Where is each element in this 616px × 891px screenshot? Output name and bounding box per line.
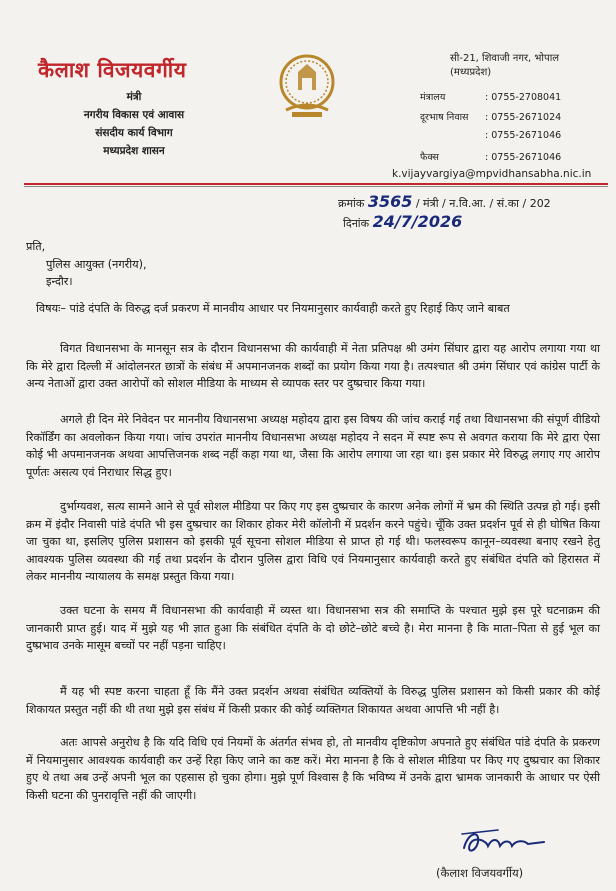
reference-prefix: क्रमांक xyxy=(338,197,365,210)
contact-number: : 0755-2708041 xyxy=(485,92,562,103)
body-paragraph-1 xyxy=(26,340,600,393)
reference-number xyxy=(338,192,551,211)
body-paragraph-3 xyxy=(26,498,600,586)
recipient-line-2: पुलिस आयुक्त (नगरीय), xyxy=(46,257,147,271)
handwritten-signature xyxy=(458,822,550,862)
contact-number: : 0755-2671046 xyxy=(485,152,562,163)
recipient-block xyxy=(26,238,600,291)
signatory-name: (कैलाश विजयवर्गीय) xyxy=(436,866,524,880)
letterhead-divider xyxy=(24,183,608,185)
paragraph-text: उक्त घटना के समय मैं विधानसभा की कार्यवाही में व्यस्त था। विधानसभा सत्र की समाप्ति के पश्चात मुझे इस पूरे घटनाक्रम की जानकारी प्राप्त हुई। याद में मुझे यह भी ज्ञात हुआ कि संबंधित दंपति के दो छोटे–छोटे बच्चे है। मेरा मानना है कि माता–पिता से हुई भूल का दुष्प्रभाव उनके मासूम बच्चों पर नहीं पड़ना चाहिए। xyxy=(26,604,600,653)
post-line-4: मध्यप्रदेश शासन xyxy=(103,145,165,157)
contact-row xyxy=(420,110,561,123)
body-paragraph-4 xyxy=(26,602,600,655)
date-handwritten: 24/7/2026 xyxy=(372,212,463,231)
office-address xyxy=(450,52,559,80)
contact-row xyxy=(420,130,561,141)
letter-date xyxy=(343,212,462,231)
body-paragraph-6 xyxy=(26,734,600,804)
reference-handwritten-number: 3565 xyxy=(367,192,413,211)
paragraph-text: अगले ही दिन मेरे निवेदन पर माननीय विधानसभा अध्यक्ष महोदय द्वारा इस विषय की जांच कराई गई तथा विधानसभा की संपूर्ण वीडियो रिकॉर्डिंग का अवलोकन किया गया। जांच उपरांत माननीय विधानसभा अध्यक्ष महोदय ने सदन में स्पष्ट रूप से अवगत कराया कि मेरे द्वारा ऐसा कोई भी अपमानजनक अथवा आपत्तिजनक शब्द नहीं कहा गया था, जैसा कि आरोप लगाया जा रहा था। इस प्रकार मेरे विरुद्ध लगाए गए आरोप पूर्णतः असत्य एवं निराधार सिद्ध हुए। xyxy=(26,413,600,479)
contact-row xyxy=(420,90,561,103)
contact-number: : 0755-2671024 xyxy=(485,112,562,123)
reference-suffix: / मंत्री / न.वि.आ. / सं.का / 202 xyxy=(415,197,551,210)
post-line-1: मंत्री xyxy=(126,91,142,103)
contact-label: दूरभाष निवास xyxy=(420,112,469,123)
state-emblem-icon xyxy=(278,50,336,130)
subject-label: विषयः– xyxy=(36,302,66,315)
post-line-2: नगरीय विकास एवं आवास xyxy=(83,109,185,121)
date-label: दिनांक xyxy=(343,217,370,230)
contact-number: : 0755-2671046 xyxy=(485,130,562,141)
body-paragraph-5 xyxy=(26,683,600,718)
post-line-3: संसदीय कार्य विभाग xyxy=(95,127,173,139)
paragraph-text: दुर्भाग्यवश, सत्य सामने आने से पूर्व सोशल मीडिया पर किए गए इस दुष्प्रचार के कारण अनेक लोगों में भ्रम की स्थिति उत्पन्न हो गई। इसी क्रम में इंदौर निवासी पांडे दंपति भी इस दुष्प्रचार का शिकार होकर मेरी कॉलोनी में प्रदर्शन करने पहुंचे। चूँकि उक्त प्रदर्शन पूर्व से ही घोषित किया जा चुका था, इसलिए पुलिस प्रशासन को इसकी पूर्व सूचना सोशल मीडिया से प्राप्त हो गई थी। फलस्वरूप कानून–व्यवस्था बनाए रखने हेतु आवश्यक पुलिस व्यवस्था की गई तथा प्रदर्शन के दौरान पुलिस द्वारा विधि एवं नियमानुसार कार्यवाही करते हुए संबंधित दंपति को हिरासत में लेकर माननीय न्यायालय के समक्ष प्रस्तुत किया गया। xyxy=(26,500,600,584)
paragraph-text: अतः आपसे अनुरोध है कि यदि विधि एवं नियमों के अंतर्गत संभव हो, तो मानवीय दृष्टिकोण अपनाते हुए संबंधित पांडे दंपति के प्रकरण में नियमानुसार आवश्यक कार्यवाही कर उन्हें रिहा किए जाने का कष्ट करें। मेरा मानना है कि वे सोशल मीडिया पर किए गए दुष्प्रचार का शिकार हुए थे तथा अब उन्हें अपनी भूल का एहसास हो चुका होगा। मुझे पूर्ण विश्वास है कि भविष्य में उनके द्वारा भ्रामक जानकारी के आधार पर ऐसी किसी घटना की पुनरावृत्ति नहीं की जाएगी। xyxy=(26,736,600,802)
email-address: k.vijayvargiya@mpvidhansabha.nic.in xyxy=(392,168,592,180)
recipient-line-3: इन्दौर। xyxy=(46,275,73,289)
address-line-2: (मध्यप्रदेश) xyxy=(450,67,492,78)
subject-text: पांडे दंपति के विरुद्ध दर्ज प्रकरण में मानवीय आधार पर नियमानुसार कार्यवाही करते हुए रिहाई किए जाने बाबत xyxy=(69,302,510,315)
recipient-line-1: प्रति, xyxy=(26,240,46,253)
subject-line xyxy=(26,300,610,318)
paragraph-text: मैं यह भी स्पष्ट करना चाहता हूँ कि मैंने उक्त प्रदर्शन अथवा संबंधित व्यक्तियों के विरुद्ध पुलिस प्रशासन को किसी प्रकार की कोई शिकायत प्रस्तुत नहीं की थी तथा मुझे इस संबंध में किसी प्रकार की कोई व्यक्तिगत शिकायत अथवा आपत्ति भी नहीं है। xyxy=(26,685,600,716)
contact-label: फैक्स xyxy=(420,152,439,163)
letterhead-divider-thin xyxy=(24,186,608,187)
contact-row xyxy=(420,150,561,163)
minister-name: कैलाश विजयवर्गीय xyxy=(38,58,187,82)
body-paragraph-2 xyxy=(26,411,600,481)
address-line-1: सी-21, शिवाजी नगर, भोपाल xyxy=(450,53,560,64)
paragraph-text: विगत विधानसभा के मानसून सत्र के दौरान विधानसभा की कार्यवाही में नेता प्रतिपक्ष श्री उमंग सिंघार द्वारा यह आरोप लगाया गया था कि मेरे द्वारा दिल्ली में आंदोलनरत छात्रों के संबंध में अपमानजनक शब्दों का प्रयोग किया गया है। तत्पश्चात श्री उमंग सिंघार एवं कांग्रेस पार्टी के अन्य नेताओं द्वारा उक्त आरोपों को सोशल मीडिया के माध्यम से व्यापक स्तर पर दुष्प्रचार किया गया। xyxy=(26,342,600,391)
contact-label: मंत्रालय xyxy=(420,92,446,103)
